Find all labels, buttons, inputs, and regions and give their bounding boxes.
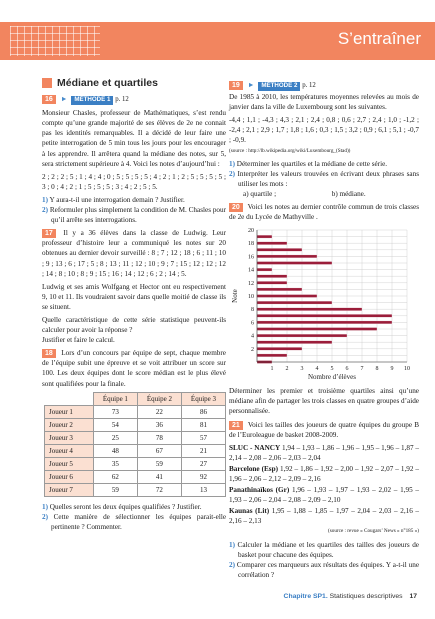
exercise-text: De 1985 à 2010, les températures moyennes relevées au mois de janvier dans la ville de Luxembourg sont les suivantes.: [229, 93, 419, 112]
x-tick-label: 7: [360, 366, 364, 373]
y-tick-label: 8: [251, 307, 254, 314]
section-title: Médiane et quartiles: [57, 77, 158, 89]
bar: [257, 255, 317, 258]
table-header: Équipe 3: [181, 392, 225, 405]
question-2: Comparer ces marqueurs aux résultats des équipes. Y a-t-il une corrélation ?: [236, 560, 420, 579]
data-series: 2 ; 2 ; 2 ; 5 ; 1 ; 4 ; 4 ; 0 ; 5 ; 5 ; 5 ; 5 ; 4 ; 2 ; 1 ; 2 ; 5 ; 5 ; 5 ; 5 ; 3 ; 0 ; 4 ; 2 ; 1 ; 5 ; 5 ; 5 ; 3 ; 4 ; 2 ; 5 ; 5.: [42, 172, 226, 191]
table-cell: 59: [137, 457, 181, 470]
banner-title: S’entraîner: [337, 29, 421, 48]
row-label: Joueur 3: [45, 431, 94, 444]
exercise-21: 21 Voici les tailles des joueurs de quatre équipes du groupe B de l’Euroleague de basket 2008-2009. SLUC - NANCY 1,94 – 1,93 – 1,86 – 1,96 – 1,95 – 1,96 – 1,87 – 2,14 – 2,08 – 2,06 – 2,03 – 2,04 Barcelone (Esp) 1,92 – 1,86 – 1,92 – 2,00 – 1,92 – 2,07 – 1,92 – 1,96 – 2,06 – 2,12 – 2,09 – 2,16 Panathinaïkos (Gr) 1,96 – 1,93 – 1,97 – 1,93 – 2,02 – 1,95 – 1,93 – 2,06 – 2,04 – 2,08 – 2,09 – 2,10 Kaunas (Lit) 1,95 – 1,88 – 1,85 – 1,97 – 2,04 – 2,03 – 2,16 – 2,16 – 2,13 (source : revue « Cougars’ News » n°185 ») 1) Calculer la médiane et les quartiles des tailles des joueurs de basket pour chacune des équipes. 2) Comparer ces marqueurs aux résultats des équipes. Y a-t-il une corrélation ?: [229, 420, 420, 579]
question-2: Reformuler plus simplement la condition de M. Chasles pour qu’il arrête ses interrogations.: [49, 206, 227, 225]
x-tick-label: 1: [270, 366, 274, 373]
exercise-16: 16 ► MÉTHODE 1 p. 12 Monsieur Chasles, professeur de Mathématiques, s’est rendu compte qu’une grande majorité de ses élèves de 2e ne connait pas les identités remarquables. Il a décidé de leur faire une petite interrogation de 5 min tous les jours pour les encourager à les apprendre. Il arrêtera quand la médiane des notes, sur 5, sera strictement supérieure à 4. Voici les notes d’aujourd’hui : 2 ; 2 ; 2 ; 5 ; 1 ; 4 ; 4 ; 0 ; 5 ; 5 ; 5 ; 5 ; 4 ; 2 ; 1 ; 2 ; 5 ; 5 ; 5 ; 5 ; 3 ; 0 ; 4 ; 2 ; 1 ; 5 ; 5 ; 5 ; 3 ; 4 ; 2 ; 5 ; 5. 1) Y aura-t-il une interrogation demain ? Justifier. 2) Reformuler plus simplement la condition de M. Chasles pour qu’il arrête ses interrogations.: [42, 95, 227, 225]
table-cell: 22: [137, 405, 181, 418]
section-square-icon: [42, 78, 52, 88]
bar: [257, 301, 332, 304]
exercise-text: Lors d’un concours par équipe de sept, chaque membre de l’équipe subit une épreuve et se voit attribuer un score sur 100. Les deux équipes dont le score médian est le plus élevé sont qualifiées pour la finale.: [42, 349, 226, 388]
question-2: Cette manière de sélectionner les équipes parait-elle pertinente ? Commenter.: [51, 512, 227, 531]
exercise-number: 18: [42, 349, 56, 358]
table-cell: 41: [137, 470, 181, 483]
y-tick-label: 12: [248, 281, 254, 288]
bar: [257, 249, 302, 252]
bar: [257, 262, 332, 265]
table-cell: 35: [93, 457, 137, 470]
bar: [257, 348, 302, 351]
x-tick-label: 3: [300, 366, 304, 373]
table-cell: 78: [137, 431, 181, 444]
bar: [257, 341, 332, 344]
exercise-number: 21: [229, 421, 243, 430]
left-column: [42, 78, 226, 532]
y-axis-label: Note: [231, 289, 239, 304]
page-reference: p. 12: [302, 82, 316, 89]
exercise-17: [42, 228, 226, 345]
team-heights: 1,96 – 1,93 – 1,97 – 1,93 – 2,02 – 1,95 – 1,93 – 2,06 – 2,04 – 2,08 – 2,09 – 2,10: [229, 486, 419, 505]
bar: [257, 354, 287, 357]
y-tick-label: 20: [248, 228, 254, 235]
bar: [257, 334, 347, 337]
exercise-number: 17: [42, 229, 56, 238]
team-name: Barcelone (Esp): [229, 464, 278, 473]
table-row: [45, 483, 226, 496]
exercise-text: Quelle caractéristique de cette série statistique peuvent-ils calculer pour avoir la réponse ?: [42, 315, 226, 335]
source-note: (source : revue « Cougars’ News » n°185 »): [327, 528, 419, 535]
exercise-text: Voici les tailles des joueurs de quatre équipes du groupe B de l’Euroleague de basket 2008-2009.: [229, 420, 419, 439]
team-name: Panathinaïkos (Gr): [229, 486, 290, 495]
exercise-number: 20: [229, 203, 243, 212]
bar: [257, 268, 272, 271]
bar: [257, 275, 287, 278]
x-tick-label: 10: [404, 366, 410, 373]
exercise-text: Il y a 36 élèves dans la classe de Ludwig. Leur professeur d’histoire leur a communiqué les notes sur 20 obtenues au dernier devoir surveillé : 8 ; 7 ; 12 ; 18 ; 6 ; 11 ; 10 ; 9 ; 13 ; 6 ; 17 ; 5 ; 8 ; 13 ; 11 ; 12 ; 10 ; 9 ; 7 ; 15 ; 12 ; 12 ; 12 ; 14 ; 8 ; 10 ; 8 ; 9 ; 15 ; 16 ; 14 ; 12 ; 6 ; 2 ; 14 ; 5.: [42, 229, 226, 278]
exercise-18: 18 Lors d’un concours par équipe de sept, chaque membre de l’équipe subit une épreuve et se voit attribuer un score sur 100. Les deux équipes dont le score médian est le plus élevé sont qualifiées pour la finale. Équipe 1 Équipe 2 Équipe 3 Joueur 1 73 22 86 Joueur 2 54 36 81 Joueur 3 25 78 57 Joueur 4 48 67 21 Joueur 5 35 59 27 Joueur 6 62 41 92 Joueur 7 59 72 13 1) Quelles seront les deux équipes qualifiées ? Justifier. 2) Cette manière de sélectionner les équipes parait-elle pertinente ? Commenter.: [42, 349, 227, 531]
y-tick-label: 14: [248, 267, 254, 274]
team-entry: [229, 443, 419, 463]
table-cell: 21: [181, 444, 225, 457]
table-row: [45, 457, 226, 470]
table-cell: 57: [181, 431, 225, 444]
table-cell: 13: [181, 483, 225, 496]
bar: [257, 295, 317, 298]
sub-question-a: a) quartile ;: [243, 189, 277, 198]
row-label: Joueur 2: [45, 418, 94, 431]
exercise-number: 16: [42, 95, 56, 104]
page-reference: p. 12: [115, 96, 129, 104]
bar: [257, 328, 377, 331]
y-tick-label: 18: [248, 241, 254, 248]
row-label: Joueur 6: [45, 470, 94, 483]
team-heights: 1,92 – 1,86 – 1,92 – 2,00 – 1,92 – 2,07 – 1,92 – 1,96 – 2,06 – 2,12 – 2,09 – 2,16: [229, 464, 420, 483]
exercise-text: Justifier et faire le calcul.: [42, 336, 115, 345]
table-cell: 25: [93, 431, 137, 444]
row-label: Joueur 1: [45, 405, 94, 418]
question-1: Calculer la médiane et les quartiles des tailles des joueurs de basket pour chacune des équipes.: [237, 540, 419, 559]
table-cell: 73: [93, 405, 137, 418]
bar: [257, 282, 287, 285]
question-1: Quelles seront les deux équipes qualifiées ? Justifier.: [49, 502, 202, 511]
question-2: Interpréter les valeurs trouvées en écrivant deux phrases sans utiliser les mots :: [237, 169, 420, 188]
table-row: [45, 444, 226, 457]
scores-table: [44, 392, 226, 497]
table-row: [45, 418, 226, 431]
table-cell: 27: [181, 457, 225, 470]
exercise-number: 19: [229, 81, 243, 90]
table-cell: 54: [93, 418, 137, 431]
x-tick-label: 5: [330, 366, 334, 373]
team-heights: 1,94 – 1,93 – 1,86 – 1,96 – 1,95 – 1,96 – 1,87 – 2,14 – 2,08 – 2,06 – 2,03 – 2,04: [229, 443, 420, 462]
page-footer: [284, 593, 417, 600]
exercise-20: [229, 202, 419, 416]
bar: [257, 288, 302, 291]
table-row: [45, 470, 226, 483]
exercise-19: 19 ► MÉTHODE 2 p. 12 De 1985 à 2010, les températures moyennes relevées au mois de janvier dans la ville de Luxembourg sont les suivantes. -4,4 ; 1,1 ; -4,3 ; 4,3 ; 2,1 ; 2,4 ; 0,8 ; 0,6 ; 2,7 ; 2,4 ; 1,0 ; -1,2 ; -2,4 ; 2,1 ; 2,9 ; 1,7 ; 1,8 ; 1,6 ; 0,3 ; 1,5 ; 3,2 ; 0,9 ; 6,1 ; 5,1 ; -0,7 ; -0,9. (source : http://lb.wikipedia.org/wiki/Luxembourg_(Stad)) 1) Déterminer les quartiles et la médiane de cette série. 2) Interpréter les valeurs trouvées en écrivant deux phrases sans utiliser les mots : a) quartile ; b) médiane.: [229, 81, 420, 198]
team-entry: [229, 506, 419, 526]
y-tick-label: 10: [248, 294, 254, 301]
row-label: Joueur 5: [45, 457, 94, 470]
methode-link[interactable]: MÉTHODE 1: [71, 96, 113, 105]
right-column: [229, 80, 419, 580]
table-cell: 72: [137, 483, 181, 496]
table-corner: [45, 392, 94, 405]
team-name: SLUC - NANCY: [229, 443, 281, 452]
table-cell: 92: [181, 470, 225, 483]
row-label: Joueur 4: [45, 444, 94, 457]
team-name: Kaunas (Lit): [229, 507, 270, 516]
sub-question-b: b) médiane.: [331, 189, 366, 198]
x-tick-label: 4: [315, 366, 319, 373]
team-entry: [229, 464, 419, 484]
exercise-text: Voici les notes au dernier contrôle commun de trois classes de 2e du Lycée de Mathyville .: [229, 203, 419, 222]
x-tick-label: 6: [345, 366, 349, 373]
section-heading: [42, 78, 226, 88]
bar: [257, 242, 287, 245]
notes-bar-chart: [229, 224, 419, 382]
data-series: -4,4 ; 1,1 ; -4,3 ; 4,3 ; 2,1 ; 2,4 ; 0,8 ; 0,6 ; 2,7 ; 2,4 ; 1,0 ; -1,2 ; -2,4 ; 2,1 ; 2,9 ; 1,7 ; 1,8 ; 1,6 ; 0,3 ; 1,5 ; 3,2 ; 0,9 ; 6,1 ; 5,1 ; -0,7 ; -0,9.: [229, 116, 419, 145]
question-1: Déterminer les quartiles et la médiane de cette série.: [236, 159, 388, 168]
row-label: Joueur 7: [45, 483, 94, 496]
arrow-right-icon: ►: [247, 81, 255, 89]
team-heights: 1,95 – 1,88 – 1,85 – 1,97 – 2,04 – 2,03 – 2,16 – 2,16 – 2,13: [229, 507, 420, 526]
bar: [257, 315, 392, 318]
table-cell: 36: [137, 418, 181, 431]
x-tick-label: 2: [285, 366, 289, 373]
question-1: Y aura-t-il une interrogation demain ? Justifier.: [49, 195, 185, 204]
table-cell: 67: [137, 444, 181, 457]
y-tick-label: 16: [248, 254, 254, 261]
bar: [257, 235, 272, 238]
table-header: Équipe 1: [93, 392, 137, 405]
team-entry: [229, 485, 419, 505]
methode-link[interactable]: MÉTHODE 2: [258, 82, 300, 91]
table-cell: 86: [181, 405, 225, 418]
exercise-text: Monsieur Chasles, professeur de Mathématiques, s’est rendu compte qu’une grande majorité de ses élèves de 2e ne connait pas les identités remarquables. Il a décidé de leur faire une petite interrogation de 5 min tous les jours pour les encourager à les apprendre. Il arrêtera quand la médiane des notes, sur 5, sera strictement supérieure à 4. Voici les notes d’aujourd’hui :: [42, 109, 226, 168]
footer-title: Statistiques descriptives: [329, 593, 403, 600]
y-tick-label: 6: [251, 320, 254, 327]
arrow-right-icon: ►: [60, 95, 68, 104]
footer-chapter: Chapitre SP1.: [283, 593, 328, 600]
exercise-text: Ludwig et ses amis Wolfgang et Hector ont eu respectivement 9, 10 et 11. Ils voudraient savoir dans quelle moitié de classe ils se situent.: [42, 282, 226, 311]
page-number: 17: [409, 593, 417, 600]
bar: [257, 308, 362, 311]
table-cell: 81: [181, 418, 225, 431]
table-header-row: [45, 392, 226, 405]
x-tick-label: 9: [390, 366, 394, 373]
source-note: (source : http://lb.wikipedia.org/wiki/Luxembourg_(Stad)): [229, 147, 351, 154]
exercise-text: Déterminer les premier et troisième quartiles ainsi qu’une médiane afin de partager les trois classes en quatre groupes d’aide personnalisée.: [229, 387, 419, 416]
bar: [257, 321, 392, 324]
x-tick-label: 8: [375, 366, 379, 373]
table-row: [45, 431, 226, 444]
table-cell: 62: [93, 470, 137, 483]
table-cell: 59: [93, 483, 137, 496]
table-header: Équipe 2: [137, 392, 181, 405]
banner-grid-pattern: [10, 26, 100, 56]
x-axis-label: Nombre d’élèves: [307, 373, 357, 382]
y-tick-label: 4: [251, 333, 254, 340]
table-row: [45, 405, 226, 418]
table-cell: 48: [93, 444, 137, 457]
y-tick-label: 2: [251, 347, 254, 354]
